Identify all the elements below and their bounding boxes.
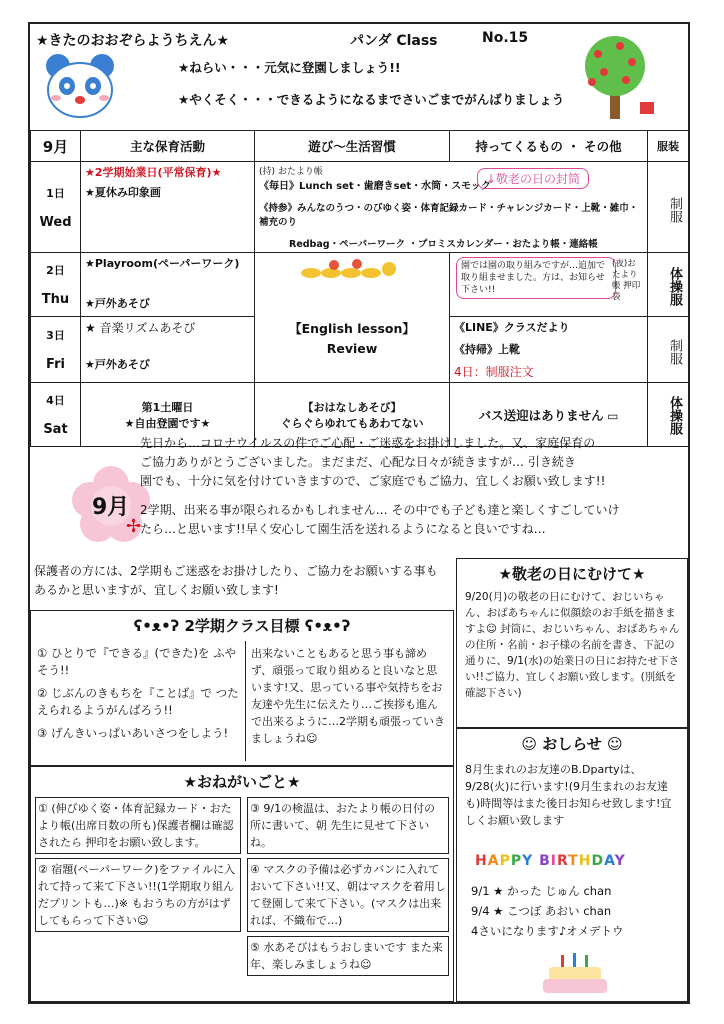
line-newsletter: 《LINE》クラスだより (454, 321, 570, 334)
english-lesson-title: 【English lesson】 (289, 321, 415, 336)
day-weekday: Fri (46, 357, 65, 372)
dress-cell: 体操服 (648, 383, 689, 447)
keiro-title: ★敬老の日にむけて★ (498, 565, 646, 583)
row1-every: 《毎日》Lunch set・歯磨きset・水筒・スモック (259, 181, 491, 192)
day-weekday: Sat (43, 422, 68, 437)
requests-box (30, 766, 454, 1002)
row1-bring2: Redbag・ペーパーワーク ・プロミスカレンダー・おたより帳・連絡帳 (289, 239, 598, 250)
keiro-envelope-note: ↓敬老の日の封筒 (477, 168, 589, 189)
request-item: ① (伸びゆく姿・体育記録カード・おたより帳(出席日数の所も)保護者欄は確認されたら 押印をお願い致します。 (35, 797, 241, 854)
activity-line: 第1土曜日 (141, 400, 194, 414)
newsletter-page (28, 22, 690, 1004)
goal-item: ① ひとりで『できる』(できた)を ふやそう!! (37, 646, 237, 677)
activity-line: ★Playroom(ペーパーワーク) (85, 257, 240, 270)
activity-line: ★ 音楽リズムあそび (85, 321, 196, 335)
birthday-letter: D (591, 853, 605, 869)
bring-cell (450, 253, 648, 317)
day-cell (31, 383, 81, 447)
birthday-line: 9/1 ★ かった じゅん chan (471, 884, 612, 898)
goals-list (37, 645, 243, 742)
story-subtitle: ぐらぐらゆれてもあわてない (280, 416, 424, 430)
story-title: 【おはなしあそび】 (302, 400, 402, 414)
message-line: あるかと思いますが、宜しくお願い致します! (34, 583, 279, 597)
message-line: たら…と思います!!早く安心して園生活を送れるようになると良いですね… (140, 522, 546, 536)
apple-tree-illustration (570, 32, 660, 124)
birthday-letter: Y (522, 853, 534, 869)
day-cell (31, 253, 81, 317)
activity-line: ★自由登園です★ (124, 416, 211, 430)
goals-divider (245, 641, 246, 761)
day-cell (31, 162, 81, 253)
birthday-letter: R (557, 853, 569, 869)
row1-small-note: (持) おたより帳 (259, 167, 323, 177)
request-item: ③ 9/1の検温は、おたより帳の日付の所に書いて、朝 先生に見せて下さいね。 (247, 797, 449, 854)
message-block-2 (34, 562, 454, 600)
day-weekday: Wed (39, 214, 72, 230)
row1-notes-cell (255, 162, 648, 253)
cake-illustration (535, 951, 615, 995)
note-bubble: 園では園の取り組みですが…追加で取り組ませました。方は、お知らせ下さい!! (456, 257, 616, 299)
birthday-letter: I (550, 853, 557, 869)
birthday-letter: P (510, 853, 523, 869)
school-name: ★きたのおおぞらようちえん★ (36, 33, 230, 49)
bring-cell (450, 317, 648, 383)
activity-cell (81, 162, 255, 253)
panda-face-icon: ʕ•ᴥ•ʔ (133, 617, 180, 635)
table-row (31, 253, 689, 317)
dress-cell: 体操服 (648, 253, 689, 317)
birthday-list (471, 881, 681, 941)
notice-title: おしらせ (542, 735, 602, 753)
no-bus-note: バス送迎はありません (478, 407, 604, 423)
day-date: 4日 (46, 394, 65, 407)
goal-item: ③ げんきいっぱいあいさつをしよう! (37, 726, 229, 740)
col-bring: 持ってくるもの ・ その他 (450, 131, 648, 162)
birthday-letter: Y (614, 853, 626, 869)
take-home-note: 《持帰》上靴 (454, 343, 520, 356)
goals-box (30, 610, 454, 766)
table-row (31, 162, 689, 253)
english-review: Review (326, 341, 378, 356)
birthday-letter: A (604, 853, 615, 869)
birthday-letter: A (487, 853, 500, 869)
message-line: 園でも、十分に気を付けていきますので、ご家庭でもご協力、宜しくお願い致します!! (140, 474, 606, 488)
message-line: ご協力ありがとうございました。まだまだ、心配な日々が続きますが… 引き続き (140, 455, 576, 469)
caterpillar-illustration (259, 255, 445, 299)
dress-cell: 制服 (648, 317, 689, 383)
aim-text: ★ねらい・・・元気に登園しましょう!! (178, 60, 401, 75)
day-cell (31, 317, 81, 383)
issue-number: No.15 (482, 30, 529, 46)
requests-title: ★おねがいごと★ (183, 773, 301, 791)
birthday-letter: H (475, 853, 488, 869)
promise-text: ★やくそく・・・できるようになるまでさいごまでがんばりましょう (178, 92, 565, 107)
col-activities: 主な保育活動 (81, 131, 255, 162)
bus-icon: ▭ (607, 408, 619, 423)
birthday-title (475, 853, 626, 869)
activity-cell (81, 317, 255, 383)
activity-line: ★戸外あそび (85, 297, 150, 310)
schedule-table (30, 130, 689, 447)
birthday-line: 4さいになります♪オメデトウ (471, 924, 624, 938)
goals-comment: 出来ないこともあると思う事も諦めず、頑張って取り組めると良いなと思います!又、思っている事や気持ちをお友達や先生に伝えたり…ご挨拶も進んで出来るように…2学期も頑張っていきましょうね☺ (251, 647, 445, 745)
requests-left (35, 797, 241, 932)
dragonfly-icon: ✢ (126, 516, 142, 537)
panda-illustration (40, 50, 120, 120)
request-item: ⑤ 水あそびはもうおしまいです また来年、楽しみましょうね☺ (247, 936, 449, 976)
month-cell: 9月 (31, 131, 81, 162)
day-date: 1日 (46, 186, 65, 200)
month-badge-text: 9月 (92, 495, 130, 520)
birthday-line: 9/4 ★ こつぼ あおい chan (471, 904, 612, 918)
keiro-text: 9/20(月)の敬老の日にむけて、おじいちゃん、おばあちゃんに似顔絵のお手紙を描きますよ☺ 封筒に、おじいちゃん、おばあちゃんの住所・名前・お子様の名前を書き、下記の通りに、9/1(水)の始業日の日にお持たせ下さい!!ご協力、宜しくお願い致します。(別紙を確認下さい) (465, 591, 680, 699)
row1-bring: 《持参》みんなのうつ・のびゆく姿・体育記録カード・チャレンジカード・上靴・雑巾・補充のり (259, 203, 639, 228)
col-play: 遊び～生活習慣 (255, 131, 450, 162)
notice-text: 8月生まれのお友達のB.Dpartyは、9/28(火)に行います!(9月生まれのお友達も)時間等はまた後日お知らせ致します!宜しくお願い致します (465, 763, 672, 827)
request-item: ② 宿題(ペーパーワーク)をファイルに入れて持って来て下さい!!(1学期取り組んだプリントも…)※ もおうちの方がはずしてもらって下さい☺ (35, 858, 241, 932)
smile-icon: ☺ (521, 735, 537, 753)
message-block (140, 434, 680, 539)
notice-title-row (457, 733, 687, 754)
activity-line: ★2学期始業日(平常保育)★ (85, 166, 222, 179)
goals-title-row (31, 615, 453, 636)
birthday-letter: B (539, 853, 551, 869)
day-date: 2日 (46, 264, 65, 277)
col-dress: 服装 (648, 131, 689, 162)
uniform-order-note: 4日：制服注文 (454, 365, 534, 379)
day-weekday: Thu (41, 292, 70, 307)
message-line: 先日から…コロナウイルスの件でご心配・ご迷惑をお掛けしました。又、家庭保育の (140, 436, 596, 450)
notice-box (456, 728, 688, 1002)
smile-icon: ☺ (607, 735, 623, 753)
request-item: ④ マスクの予備は必ずカバンに入れておいて下さい!!又、朝はマスクを着用して登園して来て下さい。(マスクは出来れば、不織布で…) (247, 858, 449, 932)
message-line: 2学期、出来る事が限られるかもしれません… その中でも子ども達と楽しくすごしていけ (140, 503, 620, 517)
panda-face-icon: ʕ•ᴥ•ʔ (304, 617, 351, 635)
message-line: 保護者の方には、2学期もご迷惑をお掛けしたり、ご協力をお願いする事も (34, 564, 438, 578)
activity-line: ★夏休み印象画 (85, 186, 161, 199)
birthday-letter: H (578, 853, 592, 869)
goal-item: ② じぶんのきもちを『ことば』で つたえられるようがんばろう!! (37, 686, 239, 717)
birthday-letter: P (499, 853, 511, 869)
keiro-box (456, 558, 688, 728)
english-cell (255, 253, 450, 383)
class-name: パンダ Class (350, 33, 438, 49)
dress-cell: 制服 (648, 162, 689, 253)
goals-title: 2学期クラス目標 (184, 617, 300, 635)
day-date: 3日 (46, 329, 65, 342)
activity-line: ★戸外あそび (85, 358, 150, 371)
activity-cell (81, 253, 255, 317)
birthday-letter: T (568, 853, 579, 869)
row2-side-note: (夜)おたより帳 押印袋 (612, 259, 641, 302)
schedule-header-row (31, 131, 689, 162)
requests-right (247, 797, 449, 976)
